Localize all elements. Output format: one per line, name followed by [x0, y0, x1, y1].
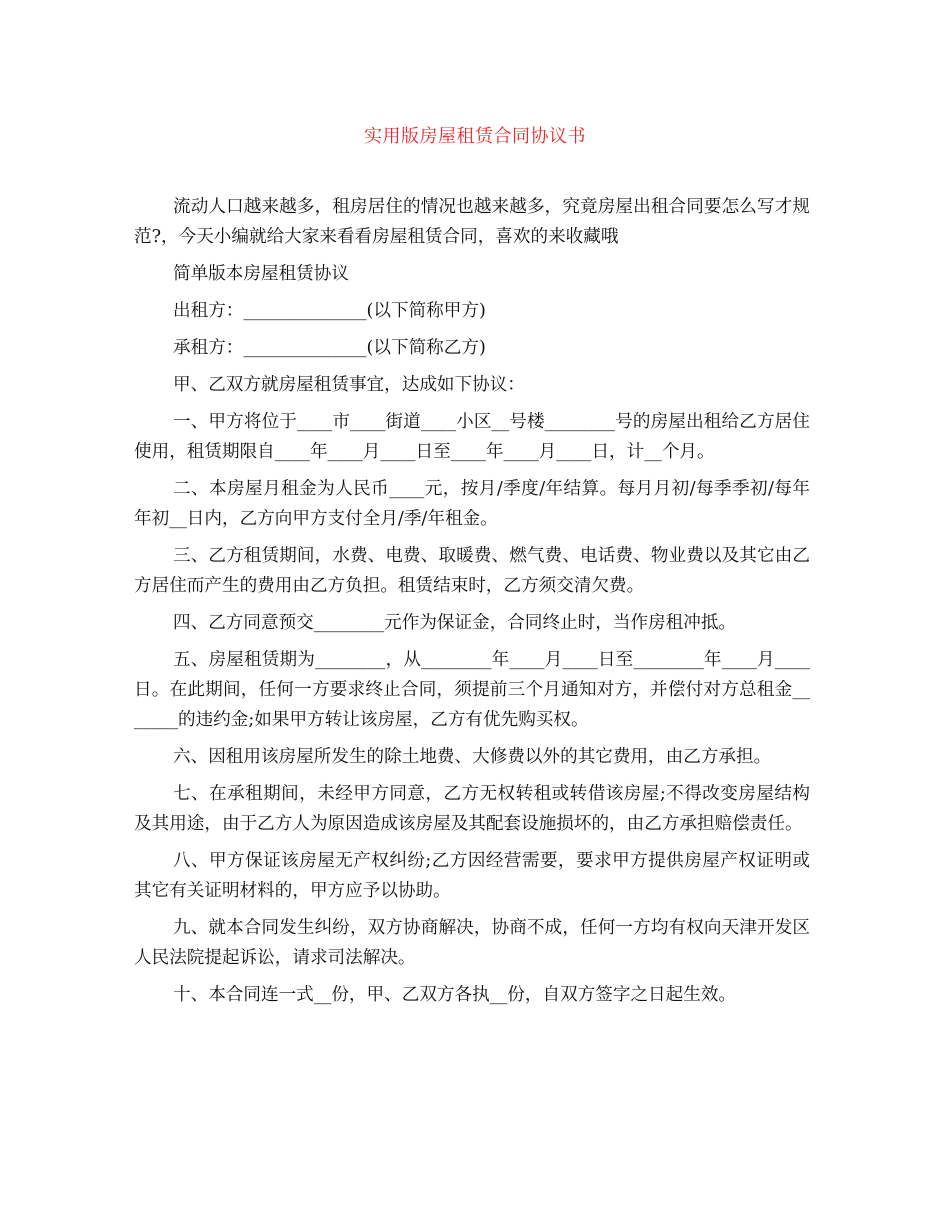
- clause-10: 十、本合同连一式__份，甲、乙双方各执__份，自双方签字之日起生效。: [173, 985, 737, 1005]
- document-body: [134, 192, 810, 1017]
- agreement-preamble: 甲、乙双方就房屋租赁事宜，达成如下协议：: [173, 375, 525, 395]
- section-heading: 简单版本房屋租赁协议: [173, 264, 349, 284]
- clause-2: 二、本房屋月租金为人民币____元，按月/季度/年结算。每月月初/每季季初/每年年初__日内，乙方向甲方支付全月/季/年租金。: [134, 479, 810, 529]
- lessor-line: 出租方：______________(以下简称甲方): [173, 301, 486, 321]
- clause-4: 四、乙方同意预交________元作为保证金，合同终止时，当作房租冲抵。: [173, 613, 737, 633]
- clause-9: 九、就本合同发生纠纷，双方协商解决，协商不成，任何一方均有权向天津开发区人民法院提起诉讼，请求司法解决。: [134, 918, 810, 968]
- lessee-line: 承租方：______________(以下简称乙方): [173, 338, 486, 358]
- clause-7: 七、在承租期间，未经甲方同意，乙方无权转租或转借该房屋;不得改变房屋结构及其用途，由于乙方人为原因造成该房屋及其配套设施损坏的，由乙方承担赔偿责任。: [134, 784, 810, 834]
- clause-8: 八、甲方保证该房屋无产权纠纷;乙方因经营需要，要求甲方提供房屋产权证明或其它有关证明材料的，甲方应予以协助。: [134, 851, 810, 901]
- intro-paragraph: 流动人口越来越多，租房居住的情况也越来越多，究竟房屋出租合同要怎么写才规范?，今天小编就给大家来看看房屋租赁合同，喜欢的来收藏哦: [134, 197, 810, 247]
- clause-1: 一、甲方将位于____市____街道____小区__号楼________号的房屋出租给乙方居住使用，租赁期限自____年____月____日至____年____月____日，计__个月。: [134, 412, 810, 462]
- clause-6: 六、因租用该房屋所发生的除土地费、大修费以外的其它费用，由乙方承担。: [173, 747, 772, 767]
- document-title: 实用版房屋租赁合同协议书: [364, 126, 586, 147]
- clause-3: 三、乙方租赁期间，水费、电费、取暖费、燃气费、电话费、物业费以及其它由乙方居住而产生的费用由乙方负担。租赁结束时，乙方须交清欠费。: [134, 546, 810, 596]
- clause-5: 五、房屋租赁期为________，从________年____月____日至________年____月____日。在此期间，任何一方要求终止合同，须提前三个月通知对方，并偿付对方总租金_______的违约金;如果甲方转让该房屋，乙方有优先购买权。: [134, 650, 810, 730]
